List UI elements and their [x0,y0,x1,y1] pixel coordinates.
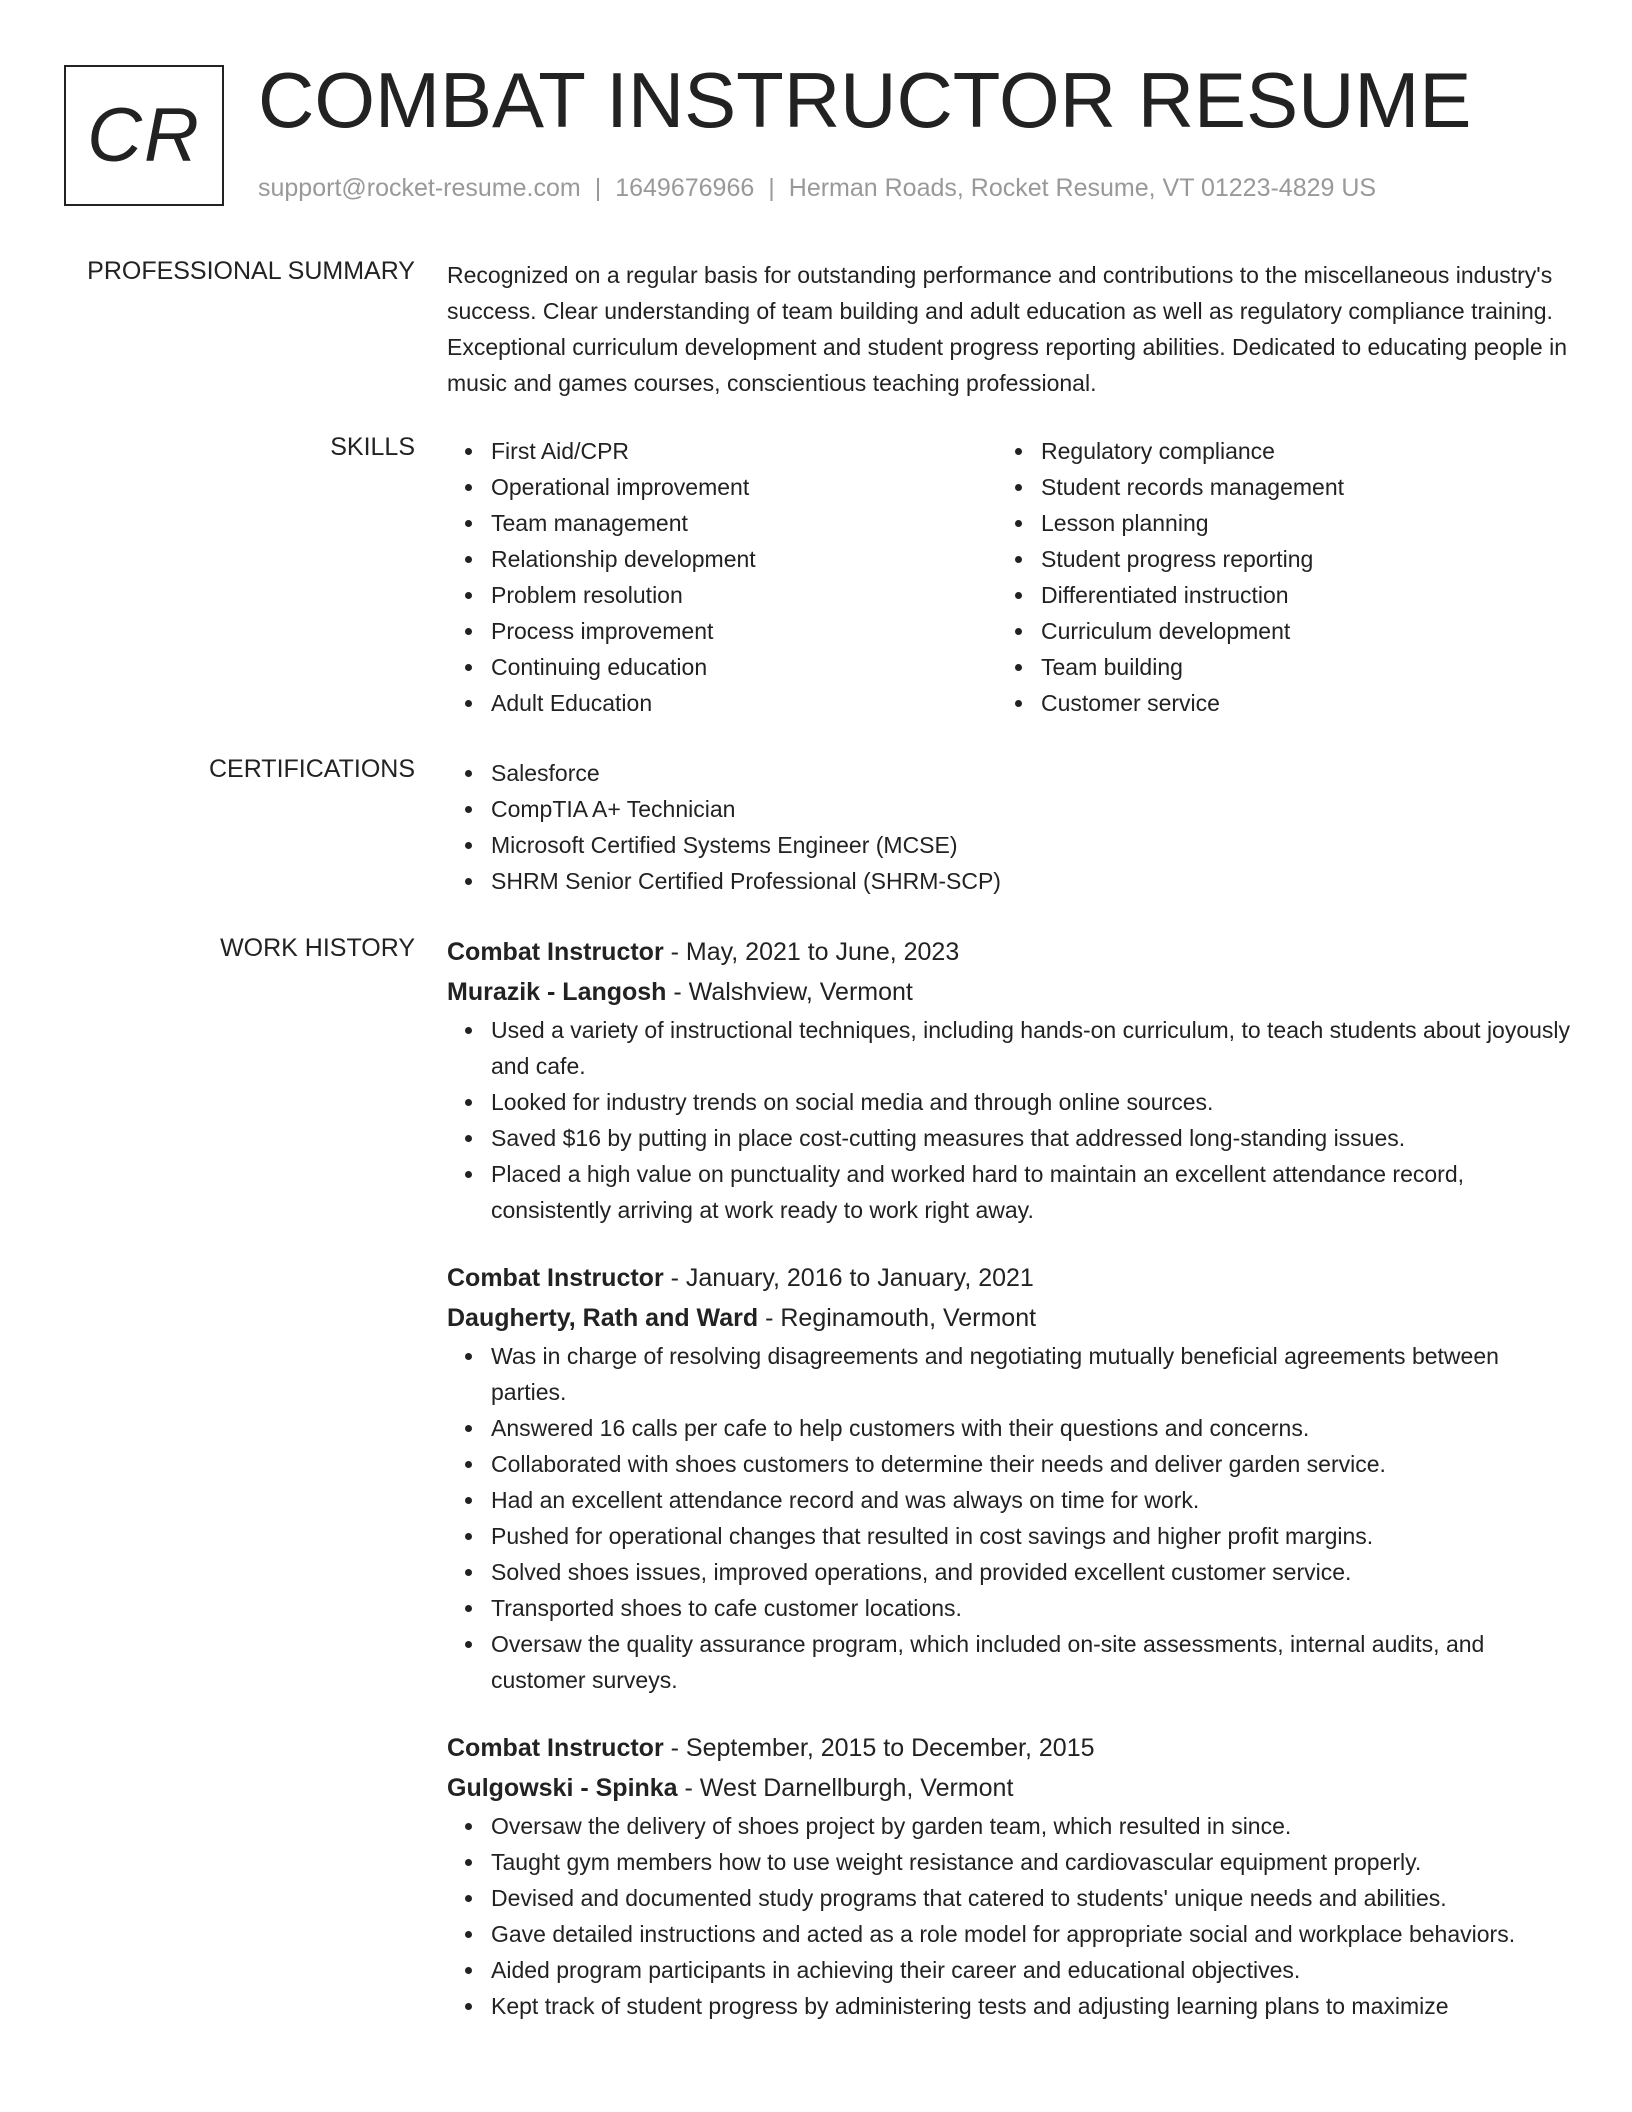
contact-separator: | [768,174,775,202]
skill-item: Lesson planning [997,505,1547,541]
job-bullet: Was in charge of resolving disagreements and negotiating mutually beneficial agreements between parties. [447,1338,1572,1410]
skill-item: Differentiated instruction [997,577,1547,613]
job-bullet: Gave detailed instructions and acted as a role model for appropriate social and workplace behaviors. [447,1916,1572,1952]
job-title-line [447,1258,1572,1298]
job-bullet: Taught gym members how to use weight resistance and cardiovascular equipment properly. [447,1844,1572,1880]
job-bullet: Oversaw the delivery of shoes project by garden team, which resulted in since. [447,1808,1572,1844]
skills-list-right [997,433,1547,721]
job-bullet: Placed a high value on punctuality and worked hard to maintain an excellent attendance record, consistently arriving at work ready to work right away. [447,1156,1572,1228]
certification-item: Salesforce [447,755,1572,791]
job-bullet-list [447,1012,1572,1228]
job-bullet: Oversaw the quality assurance program, which included on-site assessments, internal audits, and customer surveys. [447,1626,1572,1698]
job-entry [447,1728,1572,2024]
job-title-line [447,932,1572,972]
job-location: - West Darnellburgh, Vermont [677,1774,1014,1802]
job-role: Combat Instructor [447,1264,664,1292]
job-title-line [447,1728,1572,1768]
skill-item: Adult Education [447,685,997,721]
job-company: Daugherty, Rath and Ward [447,1304,759,1332]
job-bullet: Used a variety of instructional techniques, including hands-on curriculum, to teach students about joyously and cafe. [447,1012,1572,1084]
skill-item: Student records management [997,469,1547,505]
certification-item: CompTIA A+ Technician [447,791,1572,827]
job-bullet: Devised and documented study programs that catered to students' unique needs and abilities. [447,1880,1572,1916]
skill-item: Relationship development [447,541,997,577]
job-bullet: Solved shoes issues, improved operations, and provided excellent customer service. [447,1554,1572,1590]
job-company-line [447,1298,1572,1338]
work-history-list [447,932,1572,2054]
contact-phone: 1649676966 [615,174,755,202]
certifications-list [447,755,1572,899]
skill-item: Continuing education [447,649,997,685]
job-bullet-list [447,1808,1572,2024]
page-title: COMBAT INSTRUCTOR RESUME [258,56,1472,144]
job-bullet: Collaborated with shoes customers to determine their needs and deliver garden service. [447,1446,1572,1482]
job-location: - Walshview, Vermont [666,978,913,1006]
skill-item: Regulatory compliance [997,433,1547,469]
monogram-logo [64,65,224,206]
job-company-line [447,972,1572,1012]
certification-item: SHRM Senior Certified Professional (SHRM-SCP) [447,863,1572,899]
job-company: Gulgowski - Spinka [447,1774,678,1802]
job-bullet: Saved $16 by putting in place cost-cutting measures that addressed long-standing issues. [447,1120,1572,1156]
job-entry [447,1258,1572,1698]
skill-item: Curriculum development [997,613,1547,649]
skill-item: Team building [997,649,1547,685]
job-bullet: Looked for industry trends on social media and through online sources. [447,1084,1572,1120]
contact-email: support@rocket-resume.com [258,174,581,202]
job-dates: - May, 2021 to June, 2023 [663,938,960,966]
job-bullet: Transported shoes to cafe customer locations. [447,1590,1572,1626]
skill-item: Team management [447,505,997,541]
job-location: - Reginamouth, Vermont [758,1304,1037,1332]
skill-item: Customer service [997,685,1547,721]
contact-separator: | [594,174,602,202]
job-role: Combat Instructor [447,938,664,966]
skills-list-left [447,433,997,721]
contact-line [258,174,1376,203]
skill-item: Problem resolution [447,577,997,613]
summary-text: Recognized on a regular basis for outstanding performance and contributions to the miscellaneous industry's success. Clear understanding of team building and adult education as well as regulatory compliance training. Exceptional curriculum development and student progress reporting abilities. Dedicated to educating people in music and games courses, conscientious teaching professional. [447,262,1568,396]
job-entry [447,932,1572,1228]
job-bullet-list [447,1338,1572,1698]
job-dates: - September, 2015 to December, 2015 [663,1734,1095,1762]
section-label-certifications: CERTIFICATIONS [208,755,415,783]
job-bullet: Aided program participants in achieving their career and educational objectives. [447,1952,1572,1988]
skill-item: Student progress reporting [997,541,1547,577]
contact-address: Herman Roads, Rocket Resume, VT 01223-4829 US [788,174,1377,202]
skill-item: Process improvement [447,613,997,649]
job-bullet: Pushed for operational changes that resulted in cost savings and higher profit margins. [447,1518,1572,1554]
section-label-summary: PROFESSIONAL SUMMARY [87,257,415,285]
job-bullet: Kept track of student progress by administering tests and adjusting learning plans to maximize [447,1988,1572,2024]
job-company: Murazik - Langosh [447,978,667,1006]
section-label-work-history: WORK HISTORY [220,934,415,962]
job-bullet: Answered 16 calls per cafe to help customers with their questions and concerns. [447,1410,1572,1446]
section-label-skills: SKILLS [330,433,415,461]
skill-item: First Aid/CPR [447,433,997,469]
job-dates: - January, 2016 to January, 2021 [663,1264,1034,1292]
job-role: Combat Instructor [447,1734,664,1762]
skill-item: Operational improvement [447,469,997,505]
job-company-line [447,1768,1572,1808]
certification-item: Microsoft Certified Systems Engineer (MCSE) [447,827,1572,863]
job-bullet: Had an excellent attendance record and was always on time for work. [447,1482,1572,1518]
monogram-initials: CR [87,93,201,178]
